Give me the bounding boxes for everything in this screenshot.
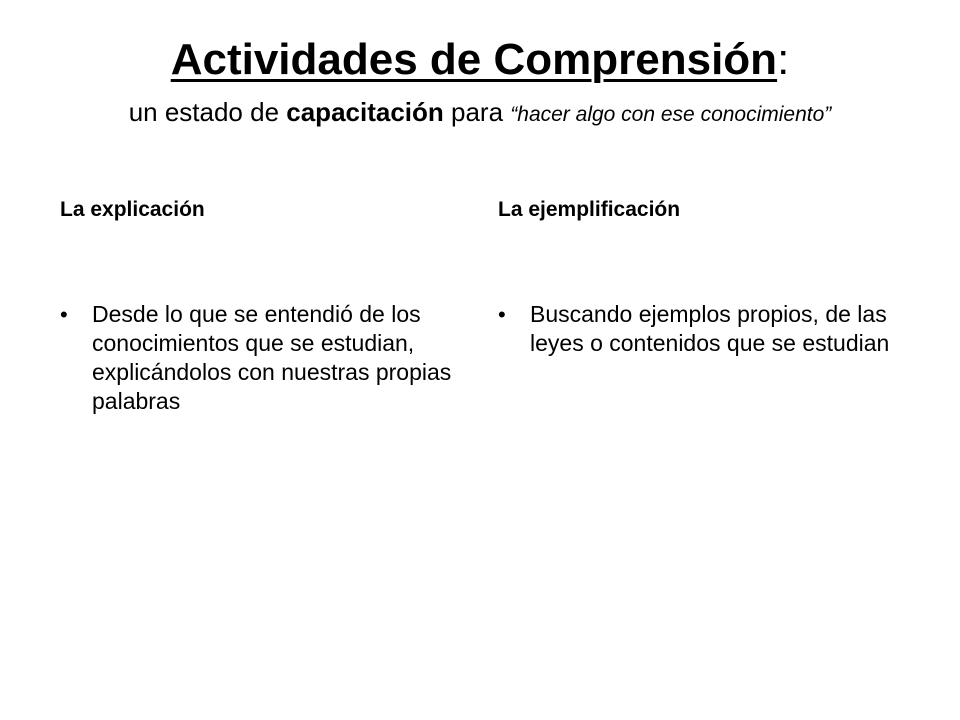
right-bullet-list: [498, 300, 914, 358]
subtitle-quote: “hacer algo con ese conocimiento”: [510, 103, 832, 126]
right-bullet-item: [498, 300, 914, 358]
slide-subtitle: [60, 92, 900, 135]
title-block: [60, 34, 900, 135]
right-column-heading: La ejemplificación: [498, 198, 681, 221]
right-bullet-text: Buscando ejemplos propios, de las leyes o contenidos que se estudian: [530, 301, 890, 356]
subtitle-text-2: para: [443, 97, 511, 127]
slide-title: [171, 35, 777, 84]
subtitle-text-1: un estado de: [128, 97, 287, 127]
slide-title-colon: :: [777, 35, 790, 84]
right-column: [498, 196, 914, 356]
left-column-heading: La explicación: [60, 198, 205, 221]
left-column: [60, 196, 476, 414]
left-bullet-list: [60, 300, 476, 416]
subtitle-bold-text: capacitación: [286, 97, 444, 127]
bullet-icon: •: [60, 302, 68, 327]
slide-title-text: Actividades de Comprensión: [170, 35, 778, 84]
left-bullet-item: [60, 300, 476, 416]
bullet-icon: •: [498, 302, 506, 327]
left-bullet-text: Desde lo que se entendió de los conocimientos que se estudian, explicándolos con nuestras propias palabras: [92, 301, 452, 414]
